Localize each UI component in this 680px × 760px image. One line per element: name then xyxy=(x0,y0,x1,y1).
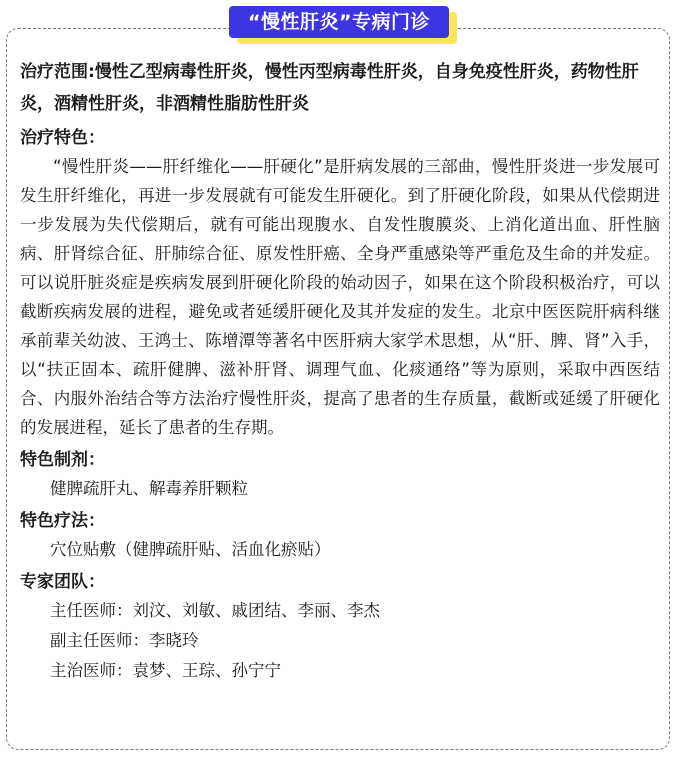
preparations-text: 健脾疏肝丸、解毒养肝颗粒 xyxy=(50,479,248,498)
team-names: 刘汶、刘敏、戚团结、李丽、李杰 xyxy=(132,601,380,620)
features-heading: 治疗特色： xyxy=(20,128,105,148)
treatment-scope-label: 治疗范围: xyxy=(20,62,95,82)
team-role: 主任医师： xyxy=(50,601,133,620)
team-role: 主治医师： xyxy=(50,661,133,680)
team-row-chief xyxy=(20,596,660,626)
team-names: 袁梦、王琮、孙宁宁 xyxy=(132,661,281,680)
features-paragraph: “慢性肝炎——肝纤维化——肝硬化”是肝病发展的三部曲，慢性肝炎进一步发展可发生肝纤维化，再进一步发展就有可能发生肝硬化。到了肝硬化阶段，如果从代偿期进一步发展为失代偿期后，就有可能出现腹水、自发性腹膜炎、上消化道出血、肝性脑病、肝肾综合征、肝肺综合征、原发性肝癌、全身严重感染等严重危及生命的并发症。可以说肝脏炎症是疾病发展到肝硬化阶段的始动因子，如果在这个阶段积极治疗，可以截断疾病发展的进程，避免或者延缓肝硬化及其并发症的发生。北京中医医院肝病科继承前辈关幼波、王鸿士、陈增潭等著名中医肝病大家学术思想，从“肝、脾、肾”入手，以“扶正固本、疏肝健脾、滋补肝肾、调理气血、化痰通络”等为原则，采取中西医结合、内服外治结合等方法治疗慢性肝炎，提高了患者的生存质量，截断或延缓了肝硬化的发展进程，延长了患者的生存期。 xyxy=(20,157,660,437)
team-names: 李晓玲 xyxy=(149,631,199,650)
page-title: “慢性肝炎”专病门诊 xyxy=(229,6,449,38)
team-row-associate xyxy=(20,626,660,656)
team-heading: 专家团队： xyxy=(20,572,105,592)
therapies-heading: 特色疗法： xyxy=(20,511,105,531)
preparations-heading: 特色制剂： xyxy=(20,450,105,470)
content-body xyxy=(20,56,660,686)
team-role: 副主任医师： xyxy=(50,631,149,650)
treatment-scope-text: 慢性乙型病毒性肝炎，慢性丙型病毒性肝炎，自身免疫性肝炎，药物性肝炎，酒精性肝炎，非酒精性脂肪性肝炎 xyxy=(20,62,639,114)
therapies-text: 穴位贴敷（健脾疏肝贴、活血化瘀贴） xyxy=(50,540,331,559)
team-row-attending xyxy=(20,656,660,686)
treatment-scope xyxy=(20,56,660,120)
title-banner xyxy=(229,6,457,44)
